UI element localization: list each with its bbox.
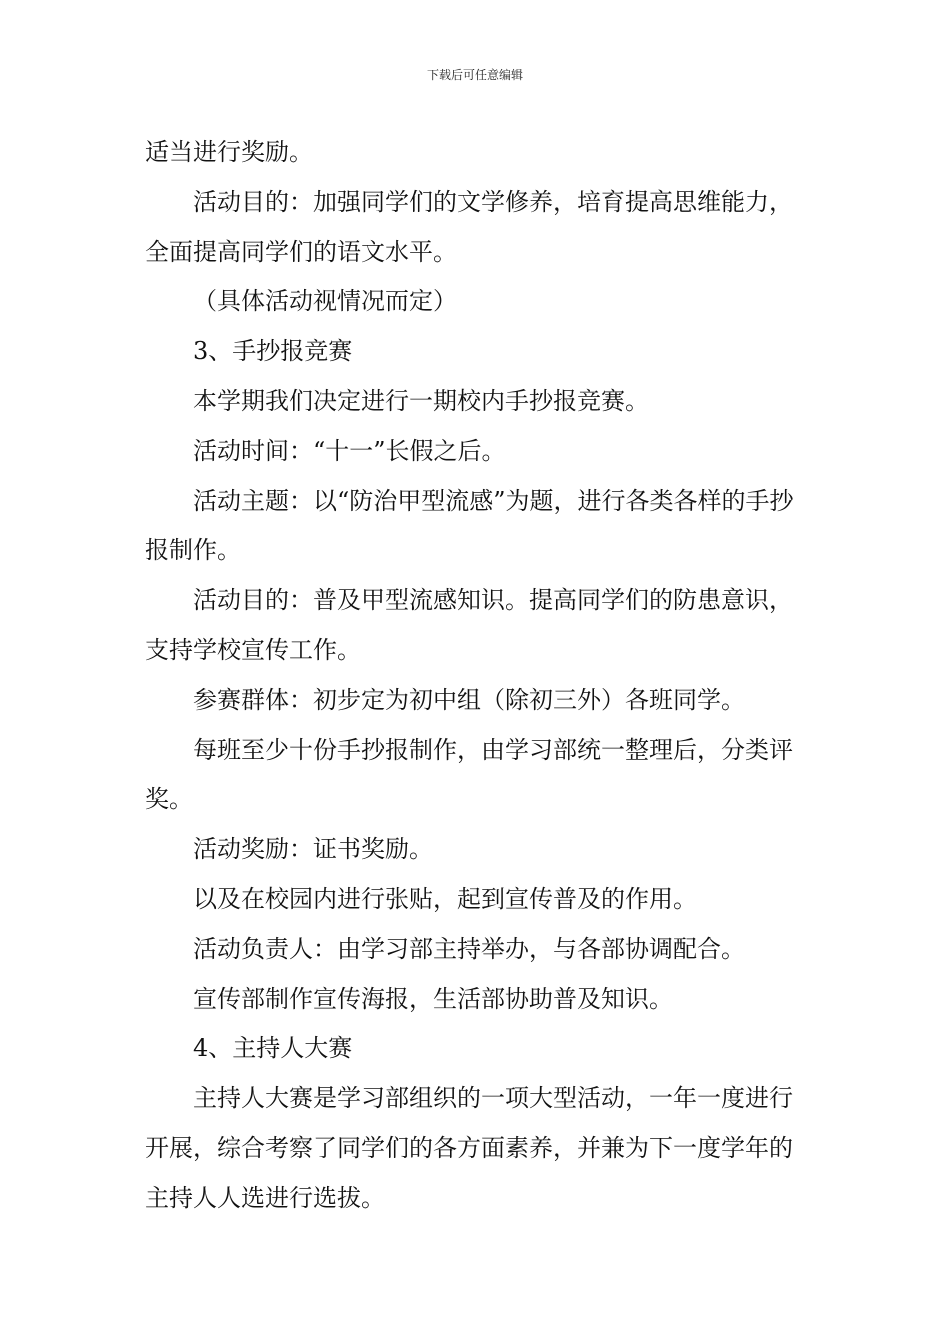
paragraph: 活动目的：加强同学们的文学修养，培育提高思维能力，全面提高同学们的语文水平。 bbox=[145, 187, 793, 266]
paragraph: 参赛群体：初步定为初中组（除初三外）各班同学。 bbox=[193, 685, 745, 714]
paragraph: 活动奖励：证书奖励。 bbox=[193, 835, 433, 864]
paragraph: 本学期我们决定进行一期校内手抄报竞赛。 bbox=[193, 386, 649, 415]
page-header: 下载后可任意编辑 bbox=[426, 68, 523, 82]
paragraph: 每班至少十份手抄报制作，由学习部统一整理后，分类评奖。 bbox=[145, 735, 793, 814]
paragraph: 活动负责人：由学习部主持举办，与各部协调配合。 bbox=[193, 934, 745, 963]
paragraph: 以及在校园内进行张贴，起到宣传普及的作用。 bbox=[193, 884, 697, 913]
section-heading: 3、手抄报竞赛 bbox=[193, 337, 353, 366]
section-heading: 4、主持人大赛 bbox=[193, 1034, 353, 1063]
paragraph-continuation: 适当进行奖励。 bbox=[145, 138, 313, 166]
paragraph: 活动目的：普及甲型流感知识。提高同学们的防患意识，支持学校宣传工作。 bbox=[145, 586, 793, 664]
paragraph: 活动主题：以“防治甲型流感”为题，进行各类各样的手抄报制作。 bbox=[145, 486, 794, 565]
paragraph: 主持人大赛是学习部组织的一项大型活动，一年一度进行开展，综合考察了同学们的各方面素养，并兼为下一度学年的主持人人选进行选拔。 bbox=[145, 1084, 793, 1212]
paragraph: （具体活动视情况而定） bbox=[193, 287, 457, 316]
document-body bbox=[145, 128, 807, 1224]
paragraph: 宣传部制作宣传海报，生活部协助普及知识。 bbox=[193, 984, 673, 1013]
paragraph: 活动时间：“十一”长假之后。 bbox=[193, 436, 506, 465]
